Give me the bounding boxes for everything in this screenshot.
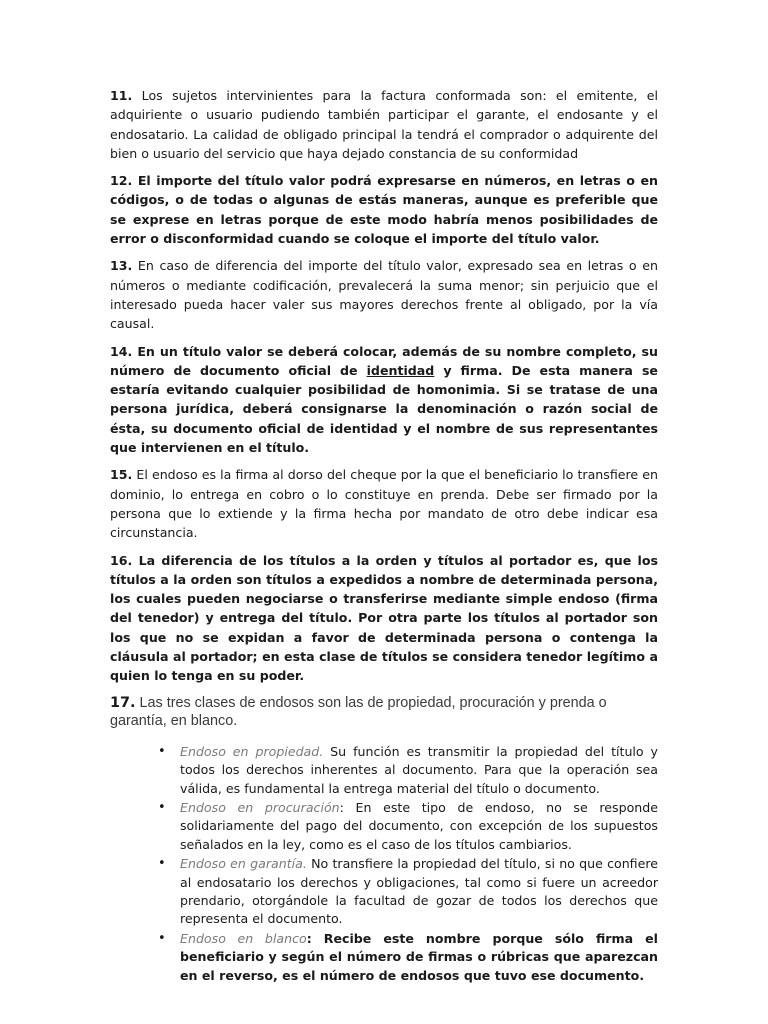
paragraph-text: El endoso es la firma al dorso del cheque por la que el beneficiario lo transfiere en dominio, lo entrega en cobro o lo constituye en prenda. Debe ser firmado por la persona que lo extiende y la firma hecha por mandato de otro debe indicar esa circunstancia. bbox=[110, 467, 658, 541]
paragraph-number: 16. bbox=[110, 552, 133, 568]
paragraph-text: En caso de diferencia del importe del título valor, expresado sea en letras o en números o mediante codificación, prevalecerá la suma menor; sin perjuicio que el interesado pueda hacer valer sus mayores derechos frente al obligado, por la vía causal. bbox=[110, 258, 658, 332]
list-item bbox=[158, 743, 658, 798]
paragraph-12 bbox=[110, 171, 658, 248]
list-item-desc: : Recibe este nombre porque sólo firma el beneficiario y según el número de firmas o rúbricas que aparezcan en el reverso, es el número de endosos que tuvo ese documento. bbox=[180, 930, 658, 983]
underlined-word: identidad bbox=[366, 362, 435, 378]
paragraph-text-before: En un título valor se deberá colocar, además de su nombre completo, su número de documento oficial de bbox=[110, 343, 658, 378]
paragraph-number: 11. bbox=[110, 88, 133, 103]
list-item bbox=[158, 855, 658, 929]
list-item bbox=[158, 799, 658, 854]
paragraph-13 bbox=[110, 256, 658, 333]
list-item-desc: : En este tipo de endoso, no se responde solidariamente del pago del documento, con excepción de los supuestos señalados en la ley, como es el caso de los títulos cambiarios. bbox=[180, 800, 658, 852]
paragraph-14 bbox=[110, 342, 658, 458]
paragraph-text-after: y firma. De esta manera se estaría evitando cualquier posibilidad de homonimia. Si se tratase de una persona jurídica, deberá consignarse la denominación o razón social de ésta, su documento oficial de identidad y el nombre de sus representantes que intervienen en el título. bbox=[110, 362, 658, 456]
paragraph-15 bbox=[110, 465, 658, 542]
paragraph-number: 15. bbox=[110, 467, 133, 483]
bullet-icon: • bbox=[158, 743, 166, 759]
list-item-term: Endoso en blanco bbox=[180, 930, 307, 946]
paragraph-number: 17. bbox=[110, 694, 136, 711]
paragraph-text: La diferencia de los títulos a la orden y títulos al portador es, que los títulos a la orden son títulos a expedidos a nombre de determinada persona, los cuales pueden negociarse o transferirse mediante simple endoso (firma del tenedor) y entrega del título. Por otra parte los títulos al portador son los que no se expidan a favor de determinada persona o contenga la cláusula al portador; en esta clase de títulos se considera tenedor legítimo a quien lo tenga en su poder. bbox=[110, 552, 658, 684]
paragraph-16 bbox=[110, 551, 658, 686]
paragraph-number: 14. bbox=[110, 343, 133, 359]
bullet-icon: • bbox=[158, 930, 166, 946]
paragraph-number: 13. bbox=[110, 258, 133, 274]
endoso-types-list bbox=[110, 743, 658, 985]
paragraph-17 bbox=[110, 694, 658, 731]
paragraph-text: El importe del título valor podrá expresarse en números, en letras o en códigos, o de todas o algunas de estás maneras, aunque es preferible que se exprese en letras porque de este modo habría menos posibilidades de error o disconformidad cuando se coloque el importe del título valor. bbox=[110, 173, 658, 247]
list-item-desc: Su función es transmitir la propiedad del título y todos los derechos inherentes al documento. Para que la operación sea válida, es fundamental la entrega material del título o documento. bbox=[180, 743, 658, 796]
list-item-term: Endoso en garantía. bbox=[180, 856, 307, 872]
list-item-desc: No transfiere la propiedad del título, si no que confiere al endosatario los derechos y obligaciones, tal como si fuere un acreedor prendario, otorgándole la facultad de gozar de todos los derechos que representa el documento. bbox=[180, 856, 659, 927]
bullet-icon: • bbox=[158, 856, 166, 872]
paragraph-text: Los sujetos intervinientes para la factura conformada son: el emitente, el adquiriente o usuario pudiendo también participar el garante, el endosante y el endosatario. La calidad de obligado principal la tendrá el comprador o adquirente del bien o usuario del servicio que haya dejado constancia de su conformidad bbox=[110, 88, 658, 161]
paragraph-number: 12. bbox=[110, 173, 133, 189]
list-item-term: Endoso en procuración bbox=[180, 800, 340, 816]
paragraph-11 bbox=[110, 86, 658, 163]
list-item-term: Endoso en propiedad. bbox=[180, 743, 324, 759]
list-item bbox=[158, 930, 658, 985]
paragraph-text: Las tres clases de endosos son las de propiedad, procuración y prenda o garantía, en blanco. bbox=[110, 694, 607, 730]
bullet-icon: • bbox=[158, 800, 166, 816]
